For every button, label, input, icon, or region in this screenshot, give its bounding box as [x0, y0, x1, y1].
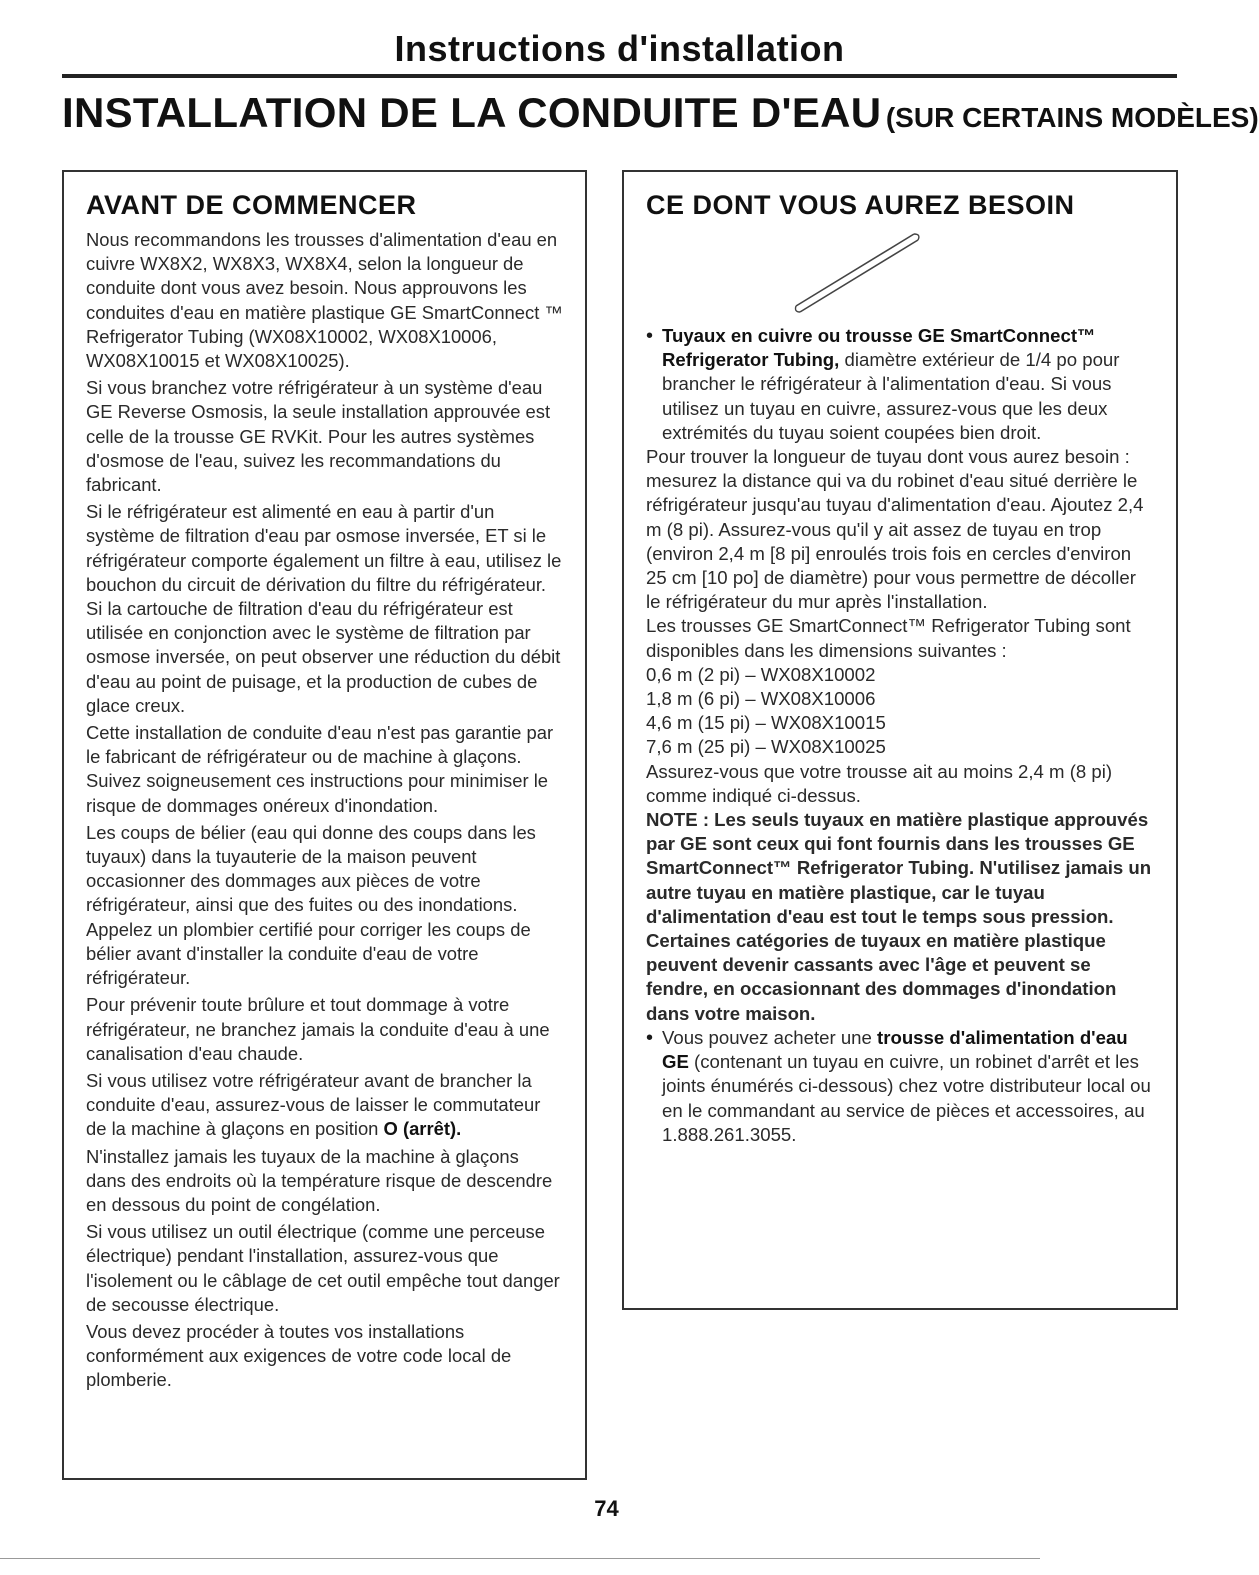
paragraph-hot-water: Pour prévenir toute brûlure et tout dommage à votre réfrigérateur, ne branchez jamais la conduite d'eau à une canalisation d'eau chaude.	[86, 994, 550, 1064]
bullet-icon: •	[646, 325, 654, 347]
paragraph-filtration: Si le réfrigérateur est alimenté en eau à partir d'un système de filtration d'eau par osmose inversée, ET si le réfrigérateur comporte également un filtre à eau, utilisez le bouchon du circuit de dérivation du filtre du réfrigérateur. Si la cartouche de filtration d'eau du réfrigérateur est utilisée en conjonction avec le système de filtration par osmose inversée, on peut observer une réduction du débit d'eau au point de puisage, et la production de cubes de glace creux.	[86, 501, 562, 716]
bottom-divider	[0, 1558, 1040, 1559]
paragraph-water-hammer: Les coups de bélier (eau qui donne des coups dans les tuyaux) dans la tuyauterie de la maison peuvent occasionner des dommages aux pièces de votre réfrigérateur, ainsi que des fuites ou des inondations. Appelez un plombier certifié pour corriger les coups de bélier avant d'installer la conduite d'eau de votre réfrigérateur.	[86, 821, 536, 989]
paragraph-warranty: Cette installation de conduite d'eau n'est pas garantie par le fabricant de réfrigérateur ou de machine à glaçons. Suivez soigneusement ces instructions pour minimiser le risque de dommages onéreux d'inondation.	[86, 722, 554, 816]
paragraph-kits: Les trousses GE SmartConnect™ Refrigerator Tubing sont disponibles dans les dimensions suivantes :	[646, 615, 1131, 661]
tubing-paragraph	[662, 324, 1154, 445]
list-item-tubing	[646, 324, 1154, 445]
icemaker-switch-text: Si vous utilisez votre réfrigérateur avant de brancher la conduite d'eau, assurez-vous de laisser le commutateur de la machine à glaçons en position	[86, 1069, 541, 1140]
section-title: Instructions d'installation	[394, 28, 845, 69]
supply-kit-text-2: (contenant un tuyau en cuivre, un robinet d'arrêt et les joints énumérés ci-dessous) chez votre distributeur local ou en le commandant au service de pièces et accessoires, au 1.888.261.3055.	[662, 1051, 1151, 1145]
header-divider	[62, 74, 1177, 78]
before-you-begin-box	[62, 170, 587, 1480]
tubing-illustration-icon	[776, 228, 926, 318]
paragraph-local-code: Vous devez procéder à toutes vos installations conformément aux exigences de votre code local de plomberie.	[86, 1320, 512, 1391]
what-you-need-heading: CE DONT VOUS AUREZ BESOIN	[646, 190, 1075, 220]
bullet-icon: •	[646, 1026, 654, 1049]
page-number: 74	[594, 1496, 619, 1521]
paragraph-freezing: N'installez jamais les tuyaux de la machine à glaçons dans des endroits où la température risque de descendre en dessous du point de congélation.	[86, 1145, 553, 1215]
paragraph-ensure-length: Assurez-vous que votre trousse ait au moins 2,4 m (8 pi) comme indiqué ci-dessus.	[646, 760, 1113, 806]
tubing-text: diamètre extérieur de 1/4 po pour brancher le réfrigérateur à l'alimentation d'eau. Si vous utilisez un tuyau en cuivre, assurez-vous que les deux extrémités du tuyau soient coupées bien droit.	[662, 349, 1120, 443]
page-header	[62, 26, 1177, 72]
main-title-suffix: (SUR CERTAINS MODÈLES)	[885, 102, 1259, 133]
tubing-bold: Tuyaux en cuivre ou trousse GE SmartConnect™ Refrigerator Tubing,	[662, 325, 1096, 371]
supply-kit-paragraph	[662, 1026, 1154, 1147]
what-you-need-box	[622, 170, 1178, 1310]
size-list	[646, 663, 1154, 760]
icemaker-off-position: O (arrêt).	[383, 1118, 462, 1140]
list-item-supply-kit	[646, 1026, 1154, 1147]
size-item: 0,6 m (2 pi) – WX08X10002	[646, 663, 876, 685]
supply-kit-bold: trousse d'alimentation d'eau GE	[662, 1026, 1128, 1073]
main-title	[62, 88, 1259, 148]
paragraph-reverse-osmosis: Si vous branchez votre réfrigérateur à un système d'eau GE Reverse Osmosis, la seule installation approuvée est celle de la trousse GE RVKit. Pour les autres systèmes d'osmose de l'eau, suivez les recommandations du fabricant.	[86, 377, 551, 496]
paragraph-length: Pour trouver la longueur de tuyau dont vous aurez besoin : mesurez la distance qui va du robinet d'eau situé derrière le réfrigérateur jusqu'au tuyau d'alimentation d'eau. Ajoutez 2,4 m (8 pi). Assurez-vous qu'il y ait assez de tuyau en trop (environ 2,4 m [8 pi] enroulés trois fois en cercles d'environ 25 cm [10 po] de diamètre) pour vous permettre de décoller le réfrigérateur du mur après l'installation.	[646, 446, 1144, 613]
note-plastic-tubing: NOTE : Les seuls tuyaux en matière plastique approuvés par GE sont ceux qui font fournis dans les trousses GE SmartConnect™ Refrigerator Tubing. N'utilisez jamais un autre tuyau en matière plastique, car le tuyau d'alimentation d'eau est tout le temps sous pression. Certaines catégories de tuyaux en matière plastique peuvent devenir cassants avec l'âge et peuvent se fendre, en occasionnant des dommages d'inondation dans votre maison.	[646, 809, 1152, 1024]
size-item: 4,6 m (15 pi) – WX08X10015	[646, 712, 886, 734]
paragraph-icemaker-switch	[86, 1069, 563, 1142]
supply-kit-text-1: Vous pouvez acheter une	[662, 1026, 878, 1048]
paragraph-electric-tool: Si vous utilisez un outil électrique (comme une perceuse électrique) pendant l'installation, assurez-vous que l'isolement ou le câblage de cet outil empêche tout danger de secousse électrique.	[86, 1221, 560, 1315]
size-item: 7,6 m (25 pi) – WX08X10025	[646, 736, 886, 758]
size-item: 1,8 m (6 pi) – WX08X10006	[646, 688, 876, 710]
main-title-text: INSTALLATION DE LA CONDUITE D'EAU	[62, 89, 882, 136]
paragraph-copper-kits: Nous recommandons les trousses d'alimentation d'eau en cuivre WX8X2, WX8X3, WX8X4, selon la longueur de conduite dont vous avez besoin. Nous approuvons les conduites d'eau en matière plastique GE SmartConnect ™ Refrigerator Tubing (WX08X10002, WX08X10006, WX08X10015 et WX08X10025).	[86, 229, 563, 372]
before-you-begin-heading: AVANT DE COMMENCER	[86, 190, 417, 220]
